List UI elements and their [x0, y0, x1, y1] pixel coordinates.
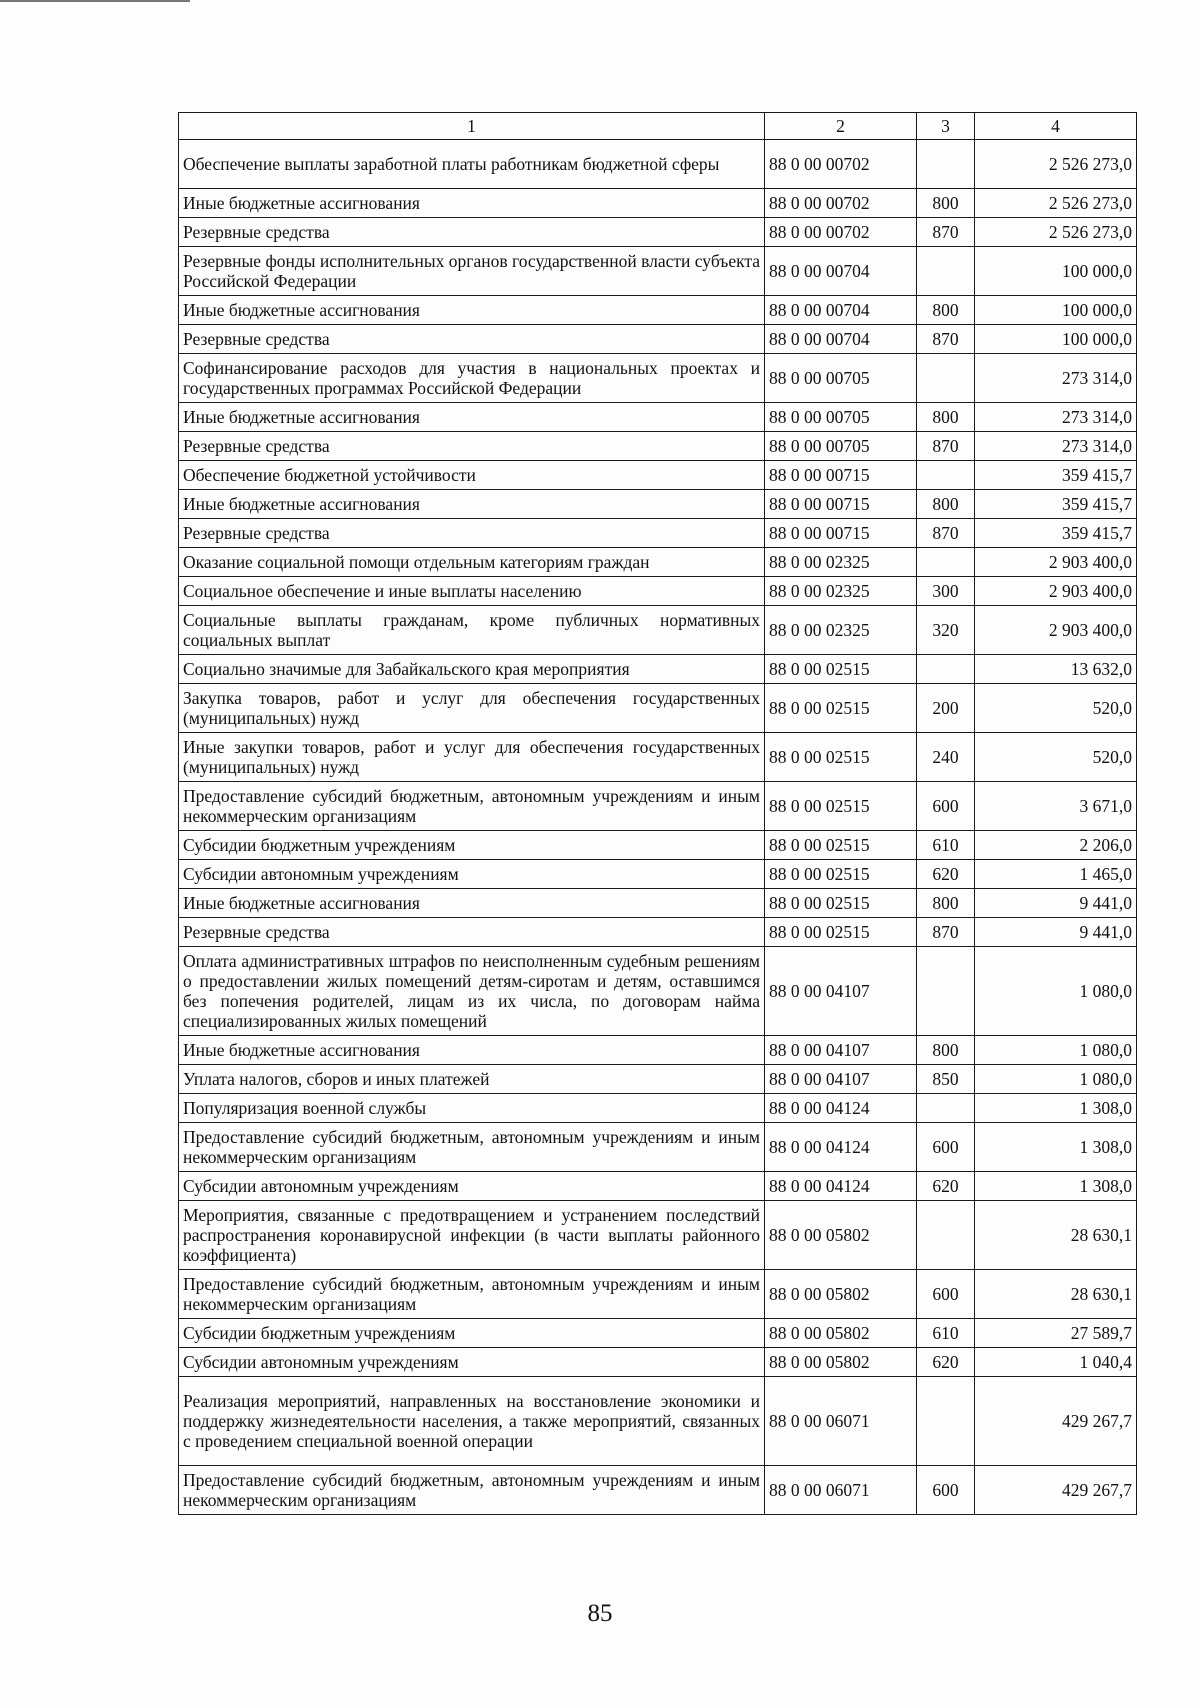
header-col-4: 4 — [975, 113, 1137, 140]
table-row — [179, 1172, 1137, 1201]
row-code-cell: 88 0 00 00704 — [765, 325, 917, 354]
row-name-cell: Субсидии автономным учреждениям — [179, 860, 765, 889]
row-name-cell: Субсидии автономным учреждениям — [179, 1348, 765, 1377]
table-row — [179, 354, 1137, 403]
row-code-cell: 88 0 00 00705 — [765, 432, 917, 461]
table-row — [179, 1319, 1137, 1348]
row-amount-cell: 359 415,7 — [975, 461, 1137, 490]
row-code-cell: 88 0 00 04107 — [765, 1036, 917, 1065]
row-code-cell: 88 0 00 00715 — [765, 490, 917, 519]
budget-table-container — [178, 112, 1136, 1515]
row-amount-cell: 1 465,0 — [975, 860, 1137, 889]
row-amount-cell: 2 206,0 — [975, 831, 1137, 860]
header-col-3: 3 — [917, 113, 975, 140]
table-row — [179, 296, 1137, 325]
row-name-cell: Уплата налогов, сборов и иных платежей — [179, 1065, 765, 1094]
row-code-cell: 88 0 00 00702 — [765, 218, 917, 247]
row-expense-type-cell: 620 — [917, 1348, 975, 1377]
row-expense-type-cell: 870 — [917, 432, 975, 461]
row-expense-type-cell: 800 — [917, 490, 975, 519]
budget-table — [178, 112, 1137, 1515]
row-name-cell: Софинансирование расходов для участия в национальных проектах и государственных программах Российской Федерации — [179, 354, 765, 403]
row-name-cell: Иные бюджетные ассигнования — [179, 889, 765, 918]
row-amount-cell: 429 267,7 — [975, 1377, 1137, 1466]
row-name-cell: Обеспечение выплаты заработной платы работникам бюджетной сферы — [179, 140, 765, 189]
row-name-cell: Резервные фонды исполнительных органов государственной власти субъекта Российской Федерации — [179, 247, 765, 296]
row-expense-type-cell — [917, 655, 975, 684]
row-amount-cell: 273 314,0 — [975, 354, 1137, 403]
table-row — [179, 782, 1137, 831]
row-expense-type-cell: 620 — [917, 1172, 975, 1201]
row-expense-type-cell: 870 — [917, 325, 975, 354]
row-expense-type-cell: 240 — [917, 733, 975, 782]
table-row — [179, 325, 1137, 354]
table-row — [179, 218, 1137, 247]
row-amount-cell: 27 589,7 — [975, 1319, 1137, 1348]
row-code-cell: 88 0 00 02325 — [765, 577, 917, 606]
row-amount-cell: 13 632,0 — [975, 655, 1137, 684]
row-code-cell: 88 0 00 04124 — [765, 1094, 917, 1123]
table-row — [179, 889, 1137, 918]
table-row — [179, 432, 1137, 461]
row-code-cell: 88 0 00 00705 — [765, 354, 917, 403]
row-amount-cell: 1 308,0 — [975, 1123, 1137, 1172]
row-expense-type-cell: 800 — [917, 296, 975, 325]
row-name-cell: Иные бюджетные ассигнования — [179, 189, 765, 218]
row-amount-cell: 2 526 273,0 — [975, 140, 1137, 189]
row-expense-type-cell — [917, 548, 975, 577]
row-name-cell: Предоставление субсидий бюджетным, автономным учреждениям и иным некоммерческим организациям — [179, 782, 765, 831]
row-name-cell: Субсидии бюджетным учреждениям — [179, 1319, 765, 1348]
row-name-cell: Предоставление субсидий бюджетным, автономным учреждениям и иным некоммерческим организациям — [179, 1270, 765, 1319]
row-name-cell: Резервные средства — [179, 519, 765, 548]
row-name-cell: Предоставление субсидий бюджетным, автономным учреждениям и иным некоммерческим организациям — [179, 1466, 765, 1515]
row-amount-cell: 100 000,0 — [975, 325, 1137, 354]
table-row — [179, 1201, 1137, 1270]
row-amount-cell: 359 415,7 — [975, 519, 1137, 548]
row-expense-type-cell: 800 — [917, 889, 975, 918]
row-amount-cell: 2 526 273,0 — [975, 189, 1137, 218]
row-expense-type-cell: 600 — [917, 782, 975, 831]
row-amount-cell: 1 308,0 — [975, 1094, 1137, 1123]
row-amount-cell: 273 314,0 — [975, 403, 1137, 432]
row-code-cell: 88 0 00 05802 — [765, 1348, 917, 1377]
row-amount-cell: 1 080,0 — [975, 1065, 1137, 1094]
row-amount-cell: 9 441,0 — [975, 889, 1137, 918]
row-expense-type-cell: 610 — [917, 831, 975, 860]
row-amount-cell: 100 000,0 — [975, 296, 1137, 325]
table-row — [179, 461, 1137, 490]
row-amount-cell: 2 903 400,0 — [975, 548, 1137, 577]
row-name-cell: Социально значимые для Забайкальского края мероприятия — [179, 655, 765, 684]
row-name-cell: Субсидии бюджетным учреждениям — [179, 831, 765, 860]
row-name-cell: Закупка товаров, работ и услуг для обеспечения государственных (муниципальных) нужд — [179, 684, 765, 733]
row-code-cell: 88 0 00 00715 — [765, 519, 917, 548]
row-name-cell: Резервные средства — [179, 325, 765, 354]
row-code-cell: 88 0 00 02515 — [765, 733, 917, 782]
table-row — [179, 860, 1137, 889]
row-expense-type-cell — [917, 247, 975, 296]
table-row — [179, 947, 1137, 1036]
table-body — [179, 140, 1137, 1515]
row-amount-cell: 2 903 400,0 — [975, 577, 1137, 606]
row-code-cell: 88 0 00 02325 — [765, 548, 917, 577]
table-row — [179, 733, 1137, 782]
row-expense-type-cell: 200 — [917, 684, 975, 733]
page-number: 85 — [587, 1600, 613, 1627]
row-name-cell: Иные бюджетные ассигнования — [179, 490, 765, 519]
row-code-cell: 88 0 00 06071 — [765, 1377, 917, 1466]
row-expense-type-cell: 800 — [917, 1036, 975, 1065]
row-expense-type-cell: 870 — [917, 918, 975, 947]
header-col-1: 1 — [179, 113, 765, 140]
table-row — [179, 1123, 1137, 1172]
row-name-cell: Социальное обеспечение и иные выплаты населению — [179, 577, 765, 606]
row-amount-cell: 429 267,7 — [975, 1466, 1137, 1515]
row-expense-type-cell: 870 — [917, 218, 975, 247]
row-expense-type-cell: 600 — [917, 1270, 975, 1319]
table-row — [179, 403, 1137, 432]
row-expense-type-cell: 320 — [917, 606, 975, 655]
row-expense-type-cell: 850 — [917, 1065, 975, 1094]
row-code-cell: 88 0 00 00715 — [765, 461, 917, 490]
table-row — [179, 1270, 1137, 1319]
row-expense-type-cell: 800 — [917, 403, 975, 432]
table-row — [179, 140, 1137, 189]
row-name-cell: Иные бюджетные ассигнования — [179, 296, 765, 325]
row-code-cell: 88 0 00 04107 — [765, 1065, 917, 1094]
row-name-cell: Иные бюджетные ассигнования — [179, 1036, 765, 1065]
row-code-cell: 88 0 00 02515 — [765, 860, 917, 889]
row-amount-cell: 28 630,1 — [975, 1201, 1137, 1270]
row-code-cell: 88 0 00 04124 — [765, 1172, 917, 1201]
row-code-cell: 88 0 00 04124 — [765, 1123, 917, 1172]
table-row — [179, 548, 1137, 577]
row-expense-type-cell: 870 — [917, 519, 975, 548]
table-row — [179, 1377, 1137, 1466]
header-col-2: 2 — [765, 113, 917, 140]
row-expense-type-cell — [917, 1377, 975, 1466]
row-expense-type-cell — [917, 461, 975, 490]
row-amount-cell: 1 080,0 — [975, 1036, 1137, 1065]
row-expense-type-cell: 800 — [917, 189, 975, 218]
table-row — [179, 247, 1137, 296]
row-expense-type-cell — [917, 140, 975, 189]
row-code-cell: 88 0 00 02515 — [765, 684, 917, 733]
row-amount-cell: 3 671,0 — [975, 782, 1137, 831]
row-code-cell: 88 0 00 02515 — [765, 889, 917, 918]
row-code-cell: 88 0 00 02515 — [765, 831, 917, 860]
row-expense-type-cell: 620 — [917, 860, 975, 889]
row-code-cell: 88 0 00 05802 — [765, 1270, 917, 1319]
row-amount-cell: 2 526 273,0 — [975, 218, 1137, 247]
row-name-cell: Субсидии автономным учреждениям — [179, 1172, 765, 1201]
row-code-cell: 88 0 00 02515 — [765, 918, 917, 947]
row-code-cell: 88 0 00 00705 — [765, 403, 917, 432]
row-code-cell: 88 0 00 00704 — [765, 247, 917, 296]
table-row — [179, 831, 1137, 860]
row-code-cell: 88 0 00 04107 — [765, 947, 917, 1036]
row-amount-cell: 1 040,4 — [975, 1348, 1137, 1377]
row-amount-cell: 273 314,0 — [975, 432, 1137, 461]
table-row — [179, 655, 1137, 684]
row-amount-cell: 1 308,0 — [975, 1172, 1137, 1201]
row-name-cell: Популяризация военной службы — [179, 1094, 765, 1123]
table-row — [179, 490, 1137, 519]
row-code-cell: 88 0 00 05802 — [765, 1319, 917, 1348]
table-row — [179, 1094, 1137, 1123]
row-name-cell: Оказание социальной помощи отдельным категориям граждан — [179, 548, 765, 577]
row-code-cell: 88 0 00 05802 — [765, 1201, 917, 1270]
row-expense-type-cell: 600 — [917, 1466, 975, 1515]
row-name-cell: Резервные средства — [179, 218, 765, 247]
row-amount-cell: 520,0 — [975, 733, 1137, 782]
row-name-cell: Мероприятия, связанные с предотвращением и устранением последствий распространения коронавирусной инфекции (в части выплаты районного коэффициента) — [179, 1201, 765, 1270]
row-expense-type-cell — [917, 354, 975, 403]
row-expense-type-cell — [917, 1201, 975, 1270]
table-row — [179, 189, 1137, 218]
row-name-cell: Социальные выплаты гражданам, кроме публичных нормативных социальных выплат — [179, 606, 765, 655]
row-name-cell: Иные бюджетные ассигнования — [179, 403, 765, 432]
row-code-cell: 88 0 00 02325 — [765, 606, 917, 655]
table-row — [179, 577, 1137, 606]
table-row — [179, 519, 1137, 548]
row-name-cell: Предоставление субсидий бюджетным, автономным учреждениям и иным некоммерческим организациям — [179, 1123, 765, 1172]
row-expense-type-cell — [917, 1094, 975, 1123]
row-code-cell: 88 0 00 02515 — [765, 782, 917, 831]
row-code-cell: 88 0 00 00702 — [765, 189, 917, 218]
table-row — [179, 606, 1137, 655]
row-code-cell: 88 0 00 00704 — [765, 296, 917, 325]
row-name-cell: Резервные средства — [179, 432, 765, 461]
row-amount-cell: 520,0 — [975, 684, 1137, 733]
table-row — [179, 1348, 1137, 1377]
row-name-cell: Оплата административных штрафов по неисполненным судебным решениям о предоставлении жилых помещений детям-сиротам и детям, оставшимся без попечения родителей, лицам из их числа, по договорам найма специализированных жилых помещений — [179, 947, 765, 1036]
table-row — [179, 918, 1137, 947]
row-amount-cell: 100 000,0 — [975, 247, 1137, 296]
row-name-cell: Иные закупки товаров, работ и услуг для обеспечения государственных (муниципальных) нужд — [179, 733, 765, 782]
row-name-cell: Реализация мероприятий, направленных на восстановление экономики и поддержку жизнедеятельности населения, а также мероприятий, связанных с проведением специальной военной операции — [179, 1377, 765, 1466]
row-amount-cell: 28 630,1 — [975, 1270, 1137, 1319]
scan-edge-line — [0, 0, 190, 2]
row-amount-cell: 2 903 400,0 — [975, 606, 1137, 655]
row-code-cell: 88 0 00 06071 — [765, 1466, 917, 1515]
row-expense-type-cell: 610 — [917, 1319, 975, 1348]
row-code-cell: 88 0 00 00702 — [765, 140, 917, 189]
row-amount-cell: 9 441,0 — [975, 918, 1137, 947]
row-name-cell: Обеспечение бюджетной устойчивости — [179, 461, 765, 490]
row-code-cell: 88 0 00 02515 — [765, 655, 917, 684]
table-row — [179, 1065, 1137, 1094]
row-name-cell: Резервные средства — [179, 918, 765, 947]
row-amount-cell: 1 080,0 — [975, 947, 1137, 1036]
row-expense-type-cell: 600 — [917, 1123, 975, 1172]
table-header-row — [179, 113, 1137, 140]
table-row — [179, 1036, 1137, 1065]
row-amount-cell: 359 415,7 — [975, 490, 1137, 519]
table-row — [179, 684, 1137, 733]
table-row — [179, 1466, 1137, 1515]
row-expense-type-cell — [917, 947, 975, 1036]
row-expense-type-cell: 300 — [917, 577, 975, 606]
